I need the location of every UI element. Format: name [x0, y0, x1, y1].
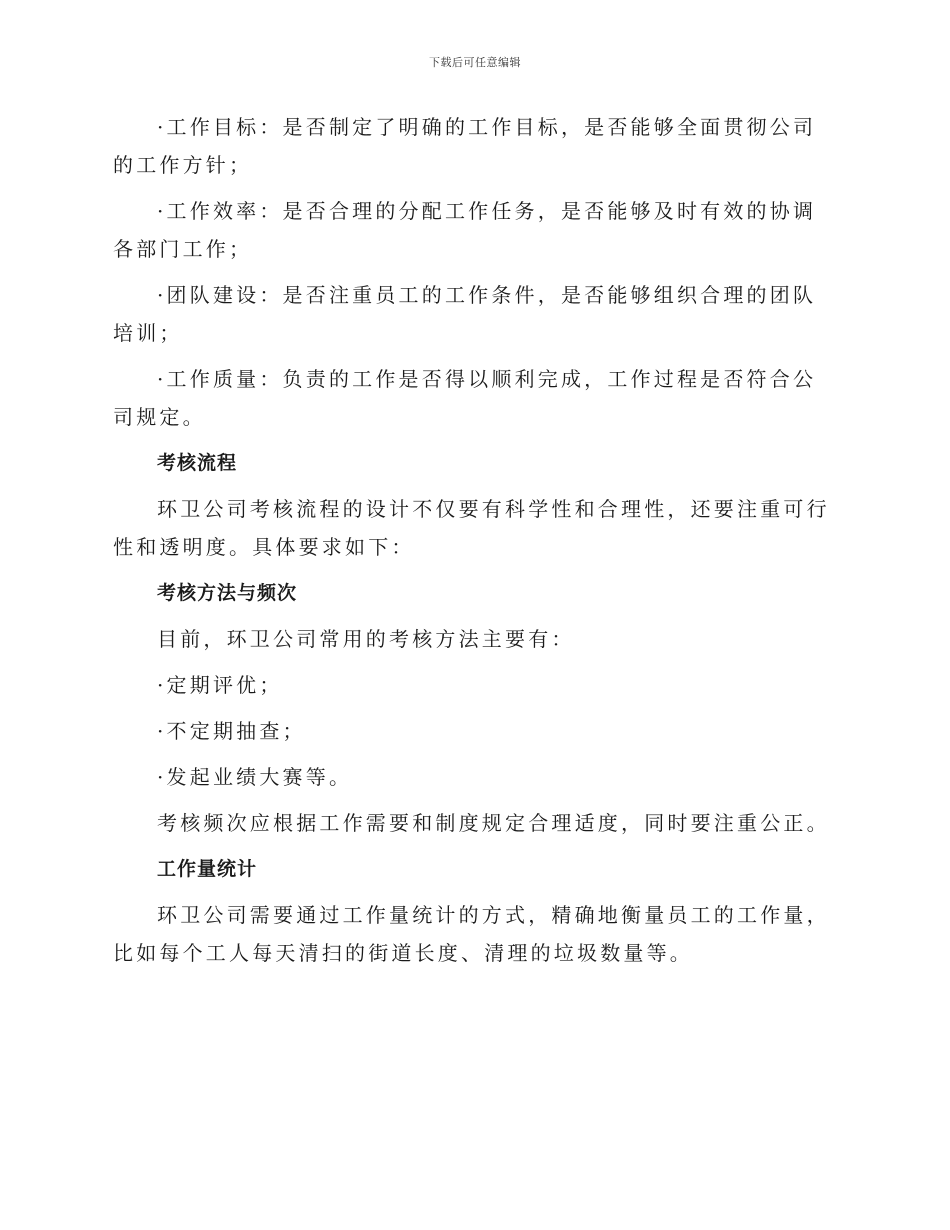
heading-workload-statistics: 工作量统计 — [157, 858, 258, 880]
para-work-quality: ·工作质量：负责的工作是否得以顺利完成，工作过程是否符合公司规定。 — [113, 367, 817, 429]
list-item-performance-contest: ·发起业绩大赛等。 — [157, 765, 353, 789]
line-frequency-note: 考核频次应根据工作需要和制度规定合理适度，同时要注重公正。 — [157, 811, 830, 835]
para-team-building: ·团队建设：是否注重员工的工作条件，是否能够组织合理的团队培训； — [113, 283, 817, 345]
list-item-random-inspection: ·不定期抽查； — [157, 719, 306, 743]
para-process-intro: 环卫公司考核流程的设计不仅要有科学性和合理性，还要注重可行性和透明度。具体要求如下： — [113, 497, 830, 559]
page-header: 下载后可任意编辑 — [429, 56, 521, 69]
heading-methods-frequency: 考核方法与频次 — [157, 582, 298, 604]
list-item-regular-evaluation: ·定期评优； — [157, 673, 283, 697]
line-methods-intro: 目前，环卫公司常用的考核方法主要有： — [157, 627, 575, 651]
para-workload-statistics: 环卫公司需要通过工作量统计的方式，精确地衡量员工的工作量，比如每个工人每天清扫的街道长度、清理的垃圾数量等。 — [113, 903, 830, 965]
para-work-efficiency: ·工作效率：是否合理的分配工作任务，是否能够及时有效的协调各部门工作； — [113, 199, 817, 261]
heading-assessment-process: 考核流程 — [157, 452, 238, 474]
para-work-goal: ·工作目标：是否制定了明确的工作目标，是否能够全面贯彻公司的工作方针； — [113, 115, 817, 177]
document-body — [113, 108, 833, 980]
